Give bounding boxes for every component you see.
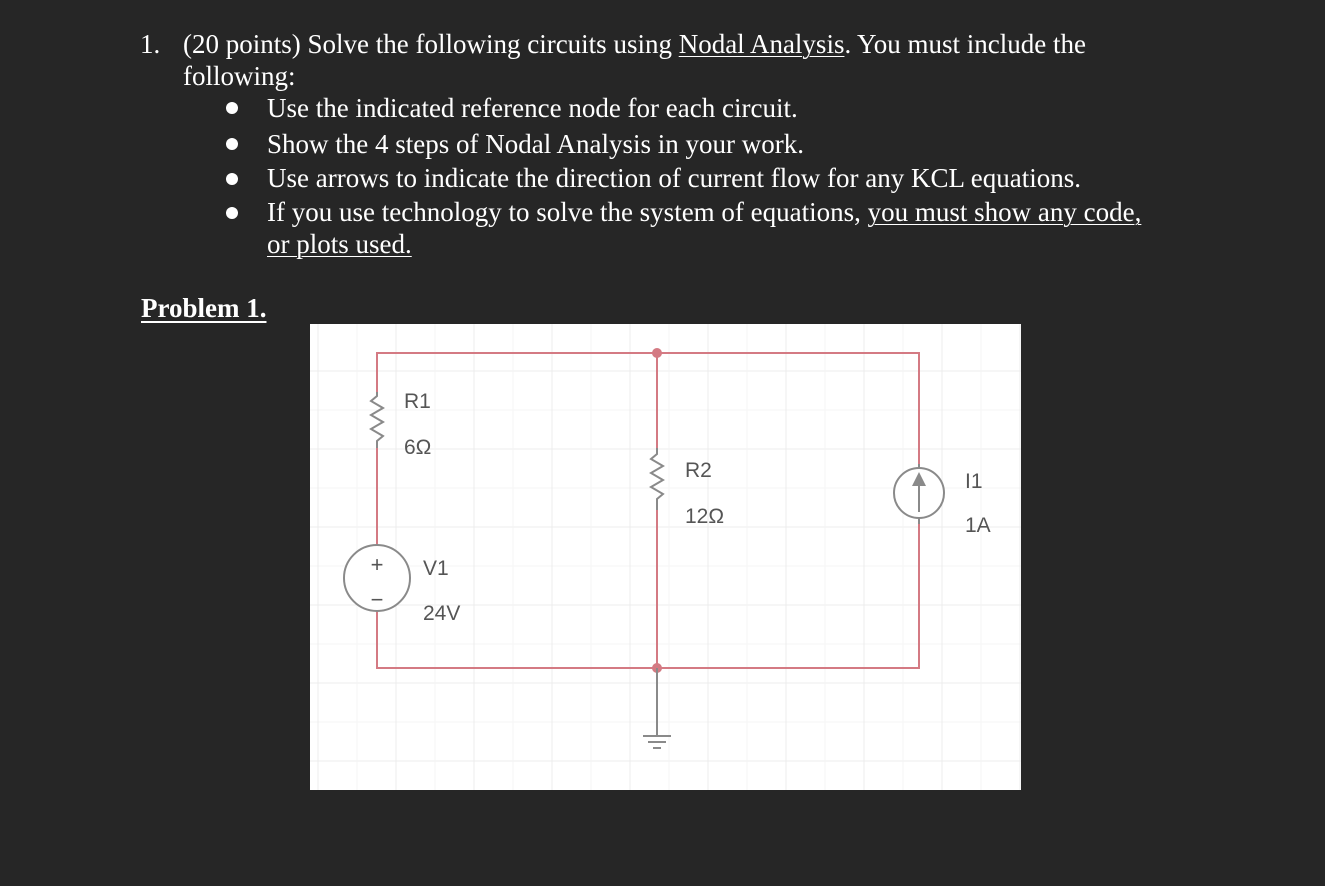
requirement-item-4 — [267, 196, 1141, 228]
r1-name: R1 — [404, 390, 431, 413]
requirement-item-2: Show the 4 steps of Nodal Analysis in your work. — [267, 129, 804, 159]
circuit-svg — [310, 324, 1021, 790]
ground-icon — [643, 668, 671, 748]
question-number: 1. — [140, 29, 161, 59]
v1-value: 24V — [423, 602, 461, 625]
question-line-2: following: — [183, 61, 296, 91]
requirement-item-1: Use the indicated reference node for each circuit. — [267, 93, 798, 123]
r2-value: 12Ω — [685, 505, 725, 528]
v1-minus-sign: − — [370, 587, 384, 612]
requirement-item-3: Use arrows to indicate the direction of current flow for any KCL equations. — [267, 163, 1081, 193]
i1-value: 1A — [965, 514, 991, 537]
r1-value: 6Ω — [404, 436, 432, 459]
r2-name: R2 — [685, 459, 712, 482]
nodal-analysis-underlined: Nodal Analysis — [678, 29, 845, 59]
bullet-dot-icon — [226, 138, 238, 150]
bottom-wire — [377, 524, 919, 668]
bullet-dot-icon — [226, 207, 238, 219]
requirement-item-4-continued: or plots used. — [267, 229, 412, 259]
question-line-1 — [183, 28, 1086, 60]
resistor-r2-icon — [651, 448, 663, 510]
i1-name: I1 — [965, 470, 983, 493]
top-wire — [377, 353, 919, 464]
v1-name: V1 — [423, 557, 449, 580]
resistor-r1-icon — [371, 392, 383, 448]
top-node-dot — [652, 348, 662, 358]
requirement-item-4-a: If you use technology to solve the system of equations, — [267, 197, 868, 227]
problem-heading: Problem 1. — [141, 293, 267, 323]
question-text-b: . You must include the — [844, 29, 1086, 59]
requirement-item-4-underlined: you must show any code, — [867, 197, 1142, 227]
v1-plus-sign: + — [370, 552, 384, 577]
circuit-diagram — [310, 324, 1021, 790]
bullet-dot-icon — [226, 173, 238, 185]
bullet-dot-icon — [226, 102, 238, 114]
question-text-a: (20 points) Solve the following circuits using — [183, 29, 679, 59]
